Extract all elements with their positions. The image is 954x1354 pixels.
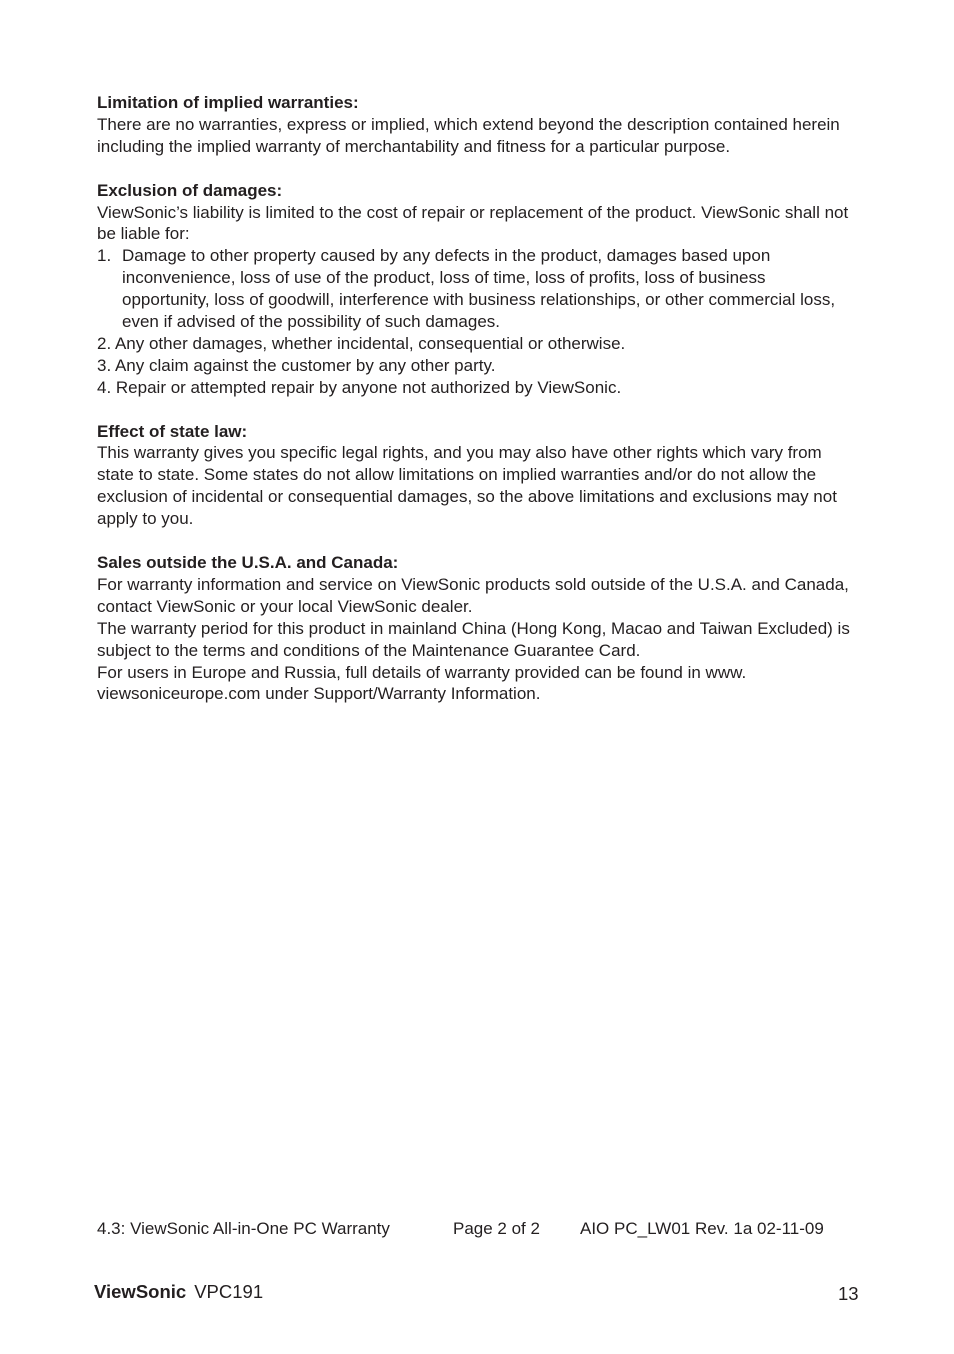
footer-page-info: Page 2 of 2 — [453, 1219, 540, 1238]
paragraph-outside-2: The warranty period for this product in mainland China (Hong Kong, Macao and Taiwan Excluded) is subject to the terms and conditions of the Maintenance Guarantee Card. — [97, 618, 850, 660]
paragraph-outside-1: For warranty information and service on ViewSonic products sold outside of the U.S.A. and Canada, contact ViewSonic or your local ViewSonic dealer. — [97, 574, 849, 616]
paragraph-exclusion-intro: ViewSonic’s liability is limited to the cost of repair or replacement of the product. ViewSonic shall not be liable for: — [97, 202, 849, 244]
brand-name: ViewSonic — [94, 1281, 187, 1302]
list-item-1 — [97, 245, 857, 333]
heading-state-law: Effect of state law: — [97, 421, 248, 441]
section-exclusion — [97, 180, 857, 399]
list-item-text: Damage to other property caused by any defects in the product, damages based upon inconvenience, loss of use of the product, loss of time, loss of profits, loss of business opportunity, loss of goodwill, interference with business relationships, or other commercial loss, even if advised of the possibility of such damages. — [122, 246, 836, 332]
brand-row — [94, 1280, 263, 1304]
footer-doc-title: 4.3: ViewSonic All-in-One PC Warranty — [97, 1219, 390, 1238]
section-outside-usa — [97, 552, 857, 705]
document-body — [97, 92, 857, 727]
model-name: VPC191 — [194, 1281, 264, 1302]
paragraph-limitation: There are no warranties, express or implied, which extend beyond the description contained herein including the implied warranty of merchantability and fitness for a particular purpose. — [97, 114, 840, 156]
page-number: 13 — [838, 1283, 859, 1304]
heading-outside-usa: Sales outside the U.S.A. and Canada: — [97, 552, 399, 572]
list-item-number: 1. — [97, 246, 112, 266]
list-item-4: 4. Repair or attempted repair by anyone not authorized by ViewSonic. — [97, 377, 622, 397]
heading-exclusion: Exclusion of damages: — [97, 180, 283, 200]
section-limitation — [97, 92, 857, 158]
list-item-3: 3. Any claim against the customer by any other party. — [97, 355, 496, 375]
paragraph-outside-3: For users in Europe and Russia, full details of warranty provided can be found in www. viewsoniceurope.com under Support/Warranty Information. — [97, 662, 747, 704]
list-item-2: 2. Any other damages, whether incidental, consequential or otherwise. — [97, 333, 626, 353]
footer-revision: AIO PC_LW01 Rev. 1a 02-11-09 — [580, 1219, 824, 1238]
section-state-law — [97, 421, 857, 531]
heading-limitation: Limitation of implied warranties: — [97, 93, 359, 112]
paragraph-state-law: This warranty gives you specific legal rights, and you may also have other rights which vary from state to state. Some states do not allow limitations on implied warranties and/or do not allow the exclusion of incidental or consequential damages, so the above limitations and exclusions may not apply to you. — [97, 443, 837, 529]
